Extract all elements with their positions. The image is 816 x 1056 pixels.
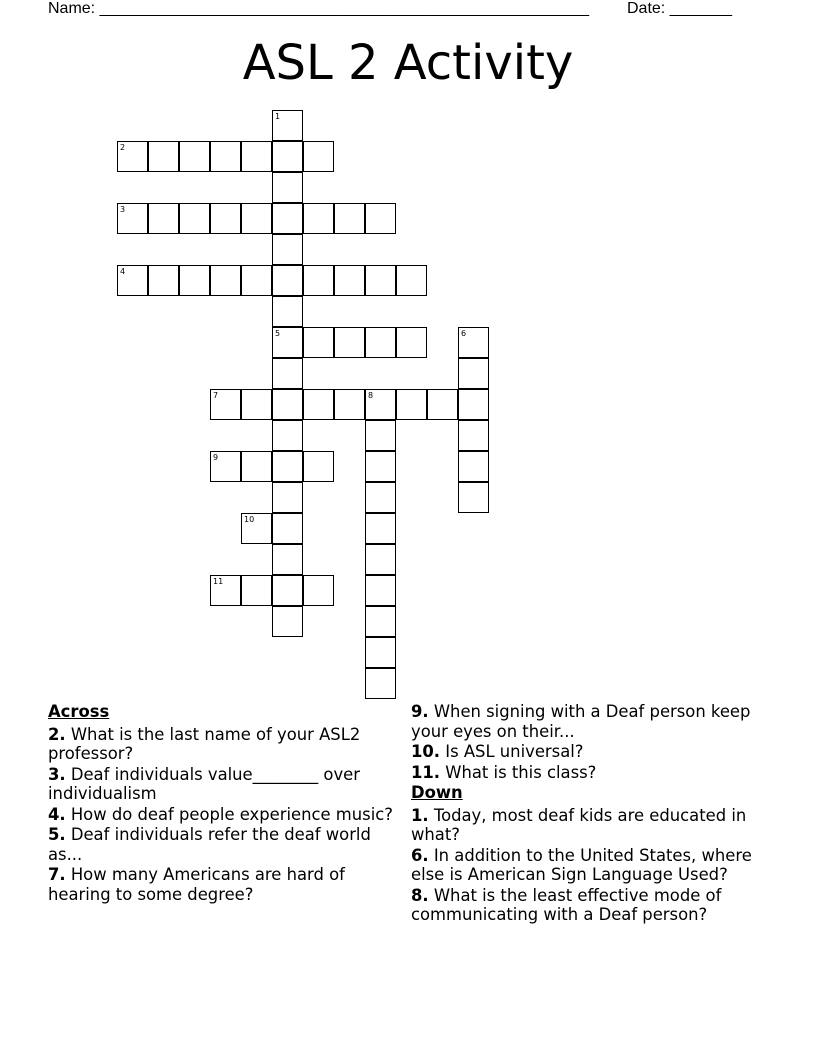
crossword-cell[interactable] xyxy=(427,389,458,420)
crossword-cell[interactable] xyxy=(365,668,396,699)
crossword-cell[interactable] xyxy=(458,451,489,482)
crossword-cell[interactable] xyxy=(210,575,241,606)
crossword-cell[interactable] xyxy=(272,110,303,141)
clue-num: 10. xyxy=(411,742,441,761)
crossword-cell[interactable] xyxy=(458,327,489,358)
clue-num: 6. xyxy=(411,845,429,865)
crossword-cell[interactable] xyxy=(210,203,241,234)
crossword-cell[interactable] xyxy=(334,327,365,358)
crossword-cell[interactable] xyxy=(210,389,241,420)
right-clue-column xyxy=(411,702,781,926)
crossword-cell[interactable] xyxy=(396,389,427,420)
clue-num: 4. xyxy=(48,804,66,824)
crossword-cell[interactable] xyxy=(334,203,365,234)
clue xyxy=(411,806,781,845)
crossword-cell[interactable] xyxy=(396,265,427,296)
crossword-cell[interactable] xyxy=(241,513,272,544)
crossword-cell[interactable] xyxy=(179,141,210,172)
crossword-cell[interactable] xyxy=(210,141,241,172)
crossword-cell[interactable] xyxy=(272,358,303,389)
crossword-cell[interactable] xyxy=(272,389,303,420)
clue-num: 5. xyxy=(48,825,66,844)
clue-text: What is this class? xyxy=(440,762,597,782)
clue-text: Deaf individuals refer the deaf world as... xyxy=(48,825,371,864)
clue-num: 3. xyxy=(48,764,66,784)
crossword-cell[interactable] xyxy=(365,203,396,234)
clue-number: 4 xyxy=(120,267,126,276)
crossword-cell[interactable] xyxy=(241,389,272,420)
crossword-cell[interactable] xyxy=(365,606,396,637)
crossword-cell[interactable] xyxy=(303,451,334,482)
crossword-cell[interactable] xyxy=(365,575,396,606)
clue xyxy=(48,805,398,825)
crossword-cell[interactable] xyxy=(365,451,396,482)
crossword-cell[interactable] xyxy=(365,637,396,668)
clue-num: 11. xyxy=(411,762,441,782)
crossword-cell[interactable] xyxy=(148,265,179,296)
crossword-cell[interactable] xyxy=(241,265,272,296)
crossword-cell[interactable] xyxy=(365,420,396,451)
crossword-cell[interactable] xyxy=(272,296,303,327)
clue xyxy=(48,725,398,764)
clue-number: 6 xyxy=(461,329,467,338)
clue xyxy=(48,825,398,864)
crossword-cell[interactable] xyxy=(458,389,489,420)
crossword-cell[interactable] xyxy=(365,389,396,420)
crossword-cell[interactable] xyxy=(272,544,303,575)
clue-number: 3 xyxy=(120,205,126,214)
clue-text: Today, most deaf kids are educated in what? xyxy=(411,805,747,844)
crossword-cell[interactable] xyxy=(458,358,489,389)
clue xyxy=(48,765,398,804)
clue-num: 8. xyxy=(411,885,429,905)
clue-text: What is the last name of your ASL2 professor? xyxy=(48,724,361,763)
clue-num: 7. xyxy=(48,865,66,884)
crossword-cell[interactable] xyxy=(272,513,303,544)
crossword-cell[interactable] xyxy=(334,265,365,296)
crossword-cell[interactable] xyxy=(272,327,303,358)
crossword-cell[interactable] xyxy=(241,141,272,172)
clue-text: Deaf individuals value________ over individualism xyxy=(48,764,360,803)
clue-number: 8 xyxy=(368,391,374,400)
clue xyxy=(411,846,781,885)
crossword-cell[interactable] xyxy=(303,203,334,234)
clue xyxy=(411,702,781,741)
crossword-cell[interactable] xyxy=(117,265,148,296)
crossword-cell[interactable] xyxy=(303,327,334,358)
clue-text: How do deaf people experience music? xyxy=(65,804,393,824)
crossword-cell[interactable] xyxy=(303,265,334,296)
clue xyxy=(411,886,781,925)
crossword-cell[interactable] xyxy=(272,575,303,606)
crossword-cell[interactable] xyxy=(303,575,334,606)
clue-num: 2. xyxy=(48,724,66,744)
clue-number: 7 xyxy=(213,391,219,400)
clue-text: What is the least effective mode of communicating with a Deaf person? xyxy=(411,885,722,924)
across-heading: Across xyxy=(48,702,110,721)
crossword-cell[interactable] xyxy=(117,141,148,172)
crossword-cell[interactable] xyxy=(210,265,241,296)
crossword-cell[interactable] xyxy=(272,606,303,637)
crossword-cell[interactable] xyxy=(396,327,427,358)
crossword-cell[interactable] xyxy=(303,389,334,420)
crossword-cell[interactable] xyxy=(241,203,272,234)
crossword-cell[interactable] xyxy=(272,172,303,203)
crossword-cell[interactable] xyxy=(179,203,210,234)
crossword-cell[interactable] xyxy=(365,327,396,358)
crossword-cell[interactable] xyxy=(272,203,303,234)
clue-number: 11 xyxy=(213,577,224,586)
clue-text: How many Americans are hard of hearing to some degree? xyxy=(48,865,345,904)
crossword-cell[interactable] xyxy=(365,544,396,575)
crossword-cell[interactable] xyxy=(179,265,210,296)
page-title: ASL 2 Activity xyxy=(242,35,574,91)
crossword-cell[interactable] xyxy=(458,482,489,513)
clue-text: In addition to the United States, where else is American Sign Language Used? xyxy=(411,845,752,884)
clue-num: 1. xyxy=(411,805,429,825)
crossword-cell[interactable] xyxy=(334,389,365,420)
crossword-cell[interactable] xyxy=(272,451,303,482)
across-clues xyxy=(48,702,398,905)
clue xyxy=(411,763,781,783)
crossword-cell[interactable] xyxy=(458,420,489,451)
crossword-cell[interactable] xyxy=(272,141,303,172)
crossword-cell[interactable] xyxy=(210,451,241,482)
crossword-cell[interactable] xyxy=(272,482,303,513)
crossword-cell[interactable] xyxy=(272,234,303,265)
crossword-cell[interactable] xyxy=(148,141,179,172)
crossword-cell[interactable] xyxy=(272,265,303,296)
clue-num: 9. xyxy=(411,702,429,721)
name-field-label: Name: _______________________________________________________ xyxy=(48,0,589,17)
clue-number: 5 xyxy=(275,329,281,338)
crossword-cell[interactable] xyxy=(241,575,272,606)
crossword-cell[interactable] xyxy=(303,141,334,172)
clue-text: When signing with a Deaf person keep your eyes on their... xyxy=(411,702,751,741)
crossword-cell[interactable] xyxy=(117,203,148,234)
crossword-cell[interactable] xyxy=(272,420,303,451)
crossword-cell[interactable] xyxy=(148,203,179,234)
clue-number: 1 xyxy=(275,112,281,121)
clue-number: 2 xyxy=(120,143,126,152)
crossword-cell[interactable] xyxy=(365,513,396,544)
date-field-label: Date: _______ xyxy=(627,0,732,17)
clue-number: 9 xyxy=(213,453,219,462)
crossword-cell[interactable] xyxy=(241,451,272,482)
crossword-cell[interactable] xyxy=(365,482,396,513)
clue xyxy=(411,742,781,762)
clue-text: Is ASL universal? xyxy=(440,742,584,761)
clue xyxy=(48,865,398,904)
crossword-cell[interactable] xyxy=(365,265,396,296)
down-heading: Down xyxy=(411,783,463,802)
clue-number: 10 xyxy=(244,515,255,524)
